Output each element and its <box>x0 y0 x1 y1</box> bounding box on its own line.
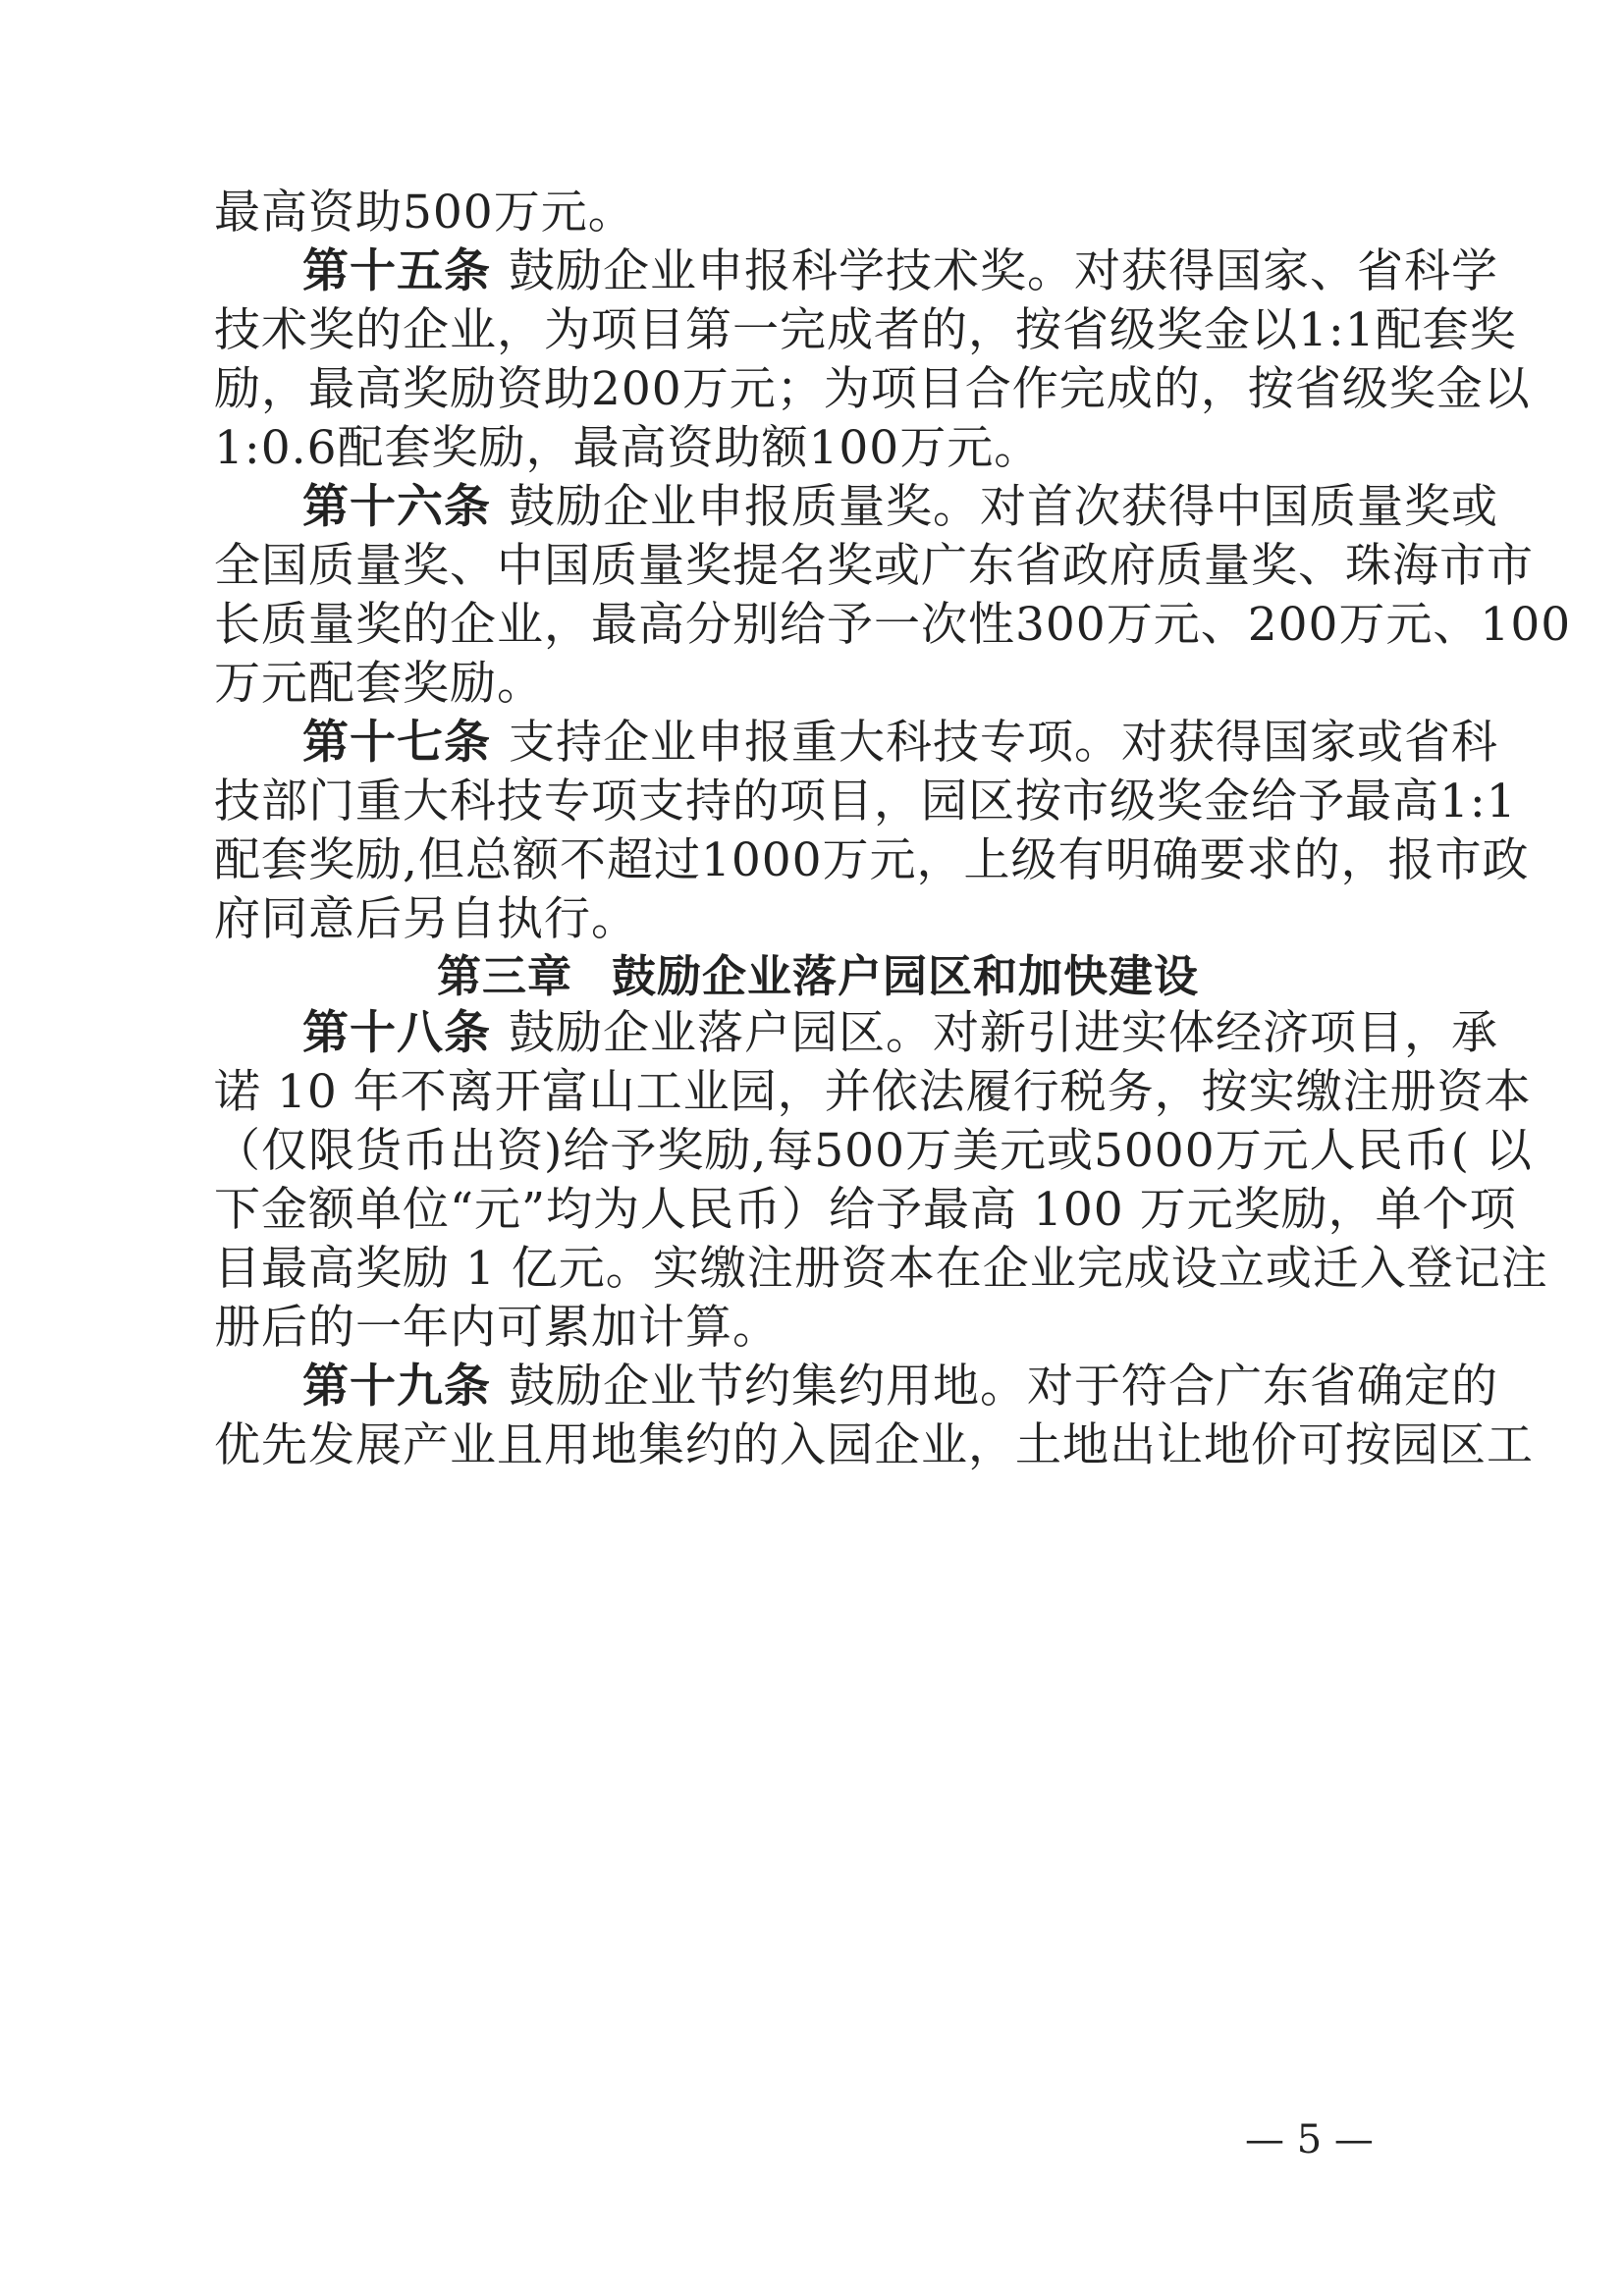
article-17-text: 支持企业申报重大科技专项。对获得国家或省科 <box>509 716 1498 770</box>
article-18-text: 鼓励企业落户园区。对新引进实体经济项目，承 <box>509 1006 1498 1060</box>
article-18-line-2: 诺 10 年不离开富山工业园，并依法履行税务，按实缴注册资本 <box>214 1065 1532 1119</box>
article-18-line-5: 目最高奖励 1 亿元。实缴注册资本在企业完成设立或迁入登记注 <box>214 1242 1548 1296</box>
article-19-text: 鼓励企业节约集约用地。对于符合广东省确定的 <box>509 1360 1498 1414</box>
article-15-line-3: 励，最高奖励资助200万元；为项目合作完成的，按省级奖金以 <box>214 362 1531 416</box>
article-19-label: 第十九条 <box>302 1360 491 1414</box>
article-16-label: 第十六条 <box>302 480 491 534</box>
article-16-text: 鼓励企业申报质量奖。对首次获得中国质量奖或 <box>509 480 1498 534</box>
article-18-line-3: （仅限货币出资)给予奖励,每500万美元或5000万元人民币( 以 <box>214 1124 1533 1178</box>
article-16-line-3: 长质量奖的企业，最高分别给予一次性300万元、200万元、100 <box>214 598 1572 652</box>
article-18-line-1 <box>302 1004 1498 1063</box>
article-17-line-2: 技部门重大科技专项支持的项目，园区按市级奖金给予最高1:1 <box>214 774 1517 828</box>
article-16-line-4: 万元配套奖励。 <box>214 657 544 711</box>
article-18-line-4: 下金额单位“元”均为人民币）给予最高 100 万元奖励，单个项 <box>214 1183 1517 1237</box>
article-18-line-6: 册后的一年内可累加计算。 <box>214 1301 780 1355</box>
chapter-title: 鼓励企业落户园区和加快建设 <box>612 950 1200 1002</box>
article-15-line-1 <box>302 242 1498 301</box>
article-15-text: 鼓励企业申报科学技术奖。对获得国家、省科学 <box>509 244 1498 298</box>
article-17-label: 第十七条 <box>302 716 491 770</box>
article-17-line-1 <box>302 714 1498 773</box>
continuation-line: 最高资助500万元。 <box>214 186 635 240</box>
article-18-label: 第十八条 <box>302 1006 491 1060</box>
article-15-line-2: 技术奖的企业，为项目第一完成者的，按省级奖金以1:1配套奖 <box>214 303 1517 357</box>
article-19-line-2: 优先发展产业且用地集约的入园企业，土地出让地价可按园区工 <box>214 1418 1534 1472</box>
article-16-line-1 <box>302 478 1498 537</box>
article-16-line-2: 全国质量奖、中国质量奖提名奖或广东省政府质量奖、珠海市市 <box>214 539 1534 593</box>
article-19-line-1 <box>302 1358 1498 1416</box>
article-17-line-3: 配套奖励,但总额不超过1000万元，上级有明确要求的，报市政 <box>214 833 1530 887</box>
article-17-line-4: 府同意后另自执行。 <box>214 892 638 946</box>
article-15-line-4: 1:0.6配套奖励，最高资助额100万元。 <box>214 421 1042 475</box>
article-15-label: 第十五条 <box>302 244 491 298</box>
chapter-number: 第三章 <box>436 950 572 1002</box>
page-number: — 5 — <box>1245 2117 1374 2163</box>
chapter-heading <box>214 947 1422 1006</box>
